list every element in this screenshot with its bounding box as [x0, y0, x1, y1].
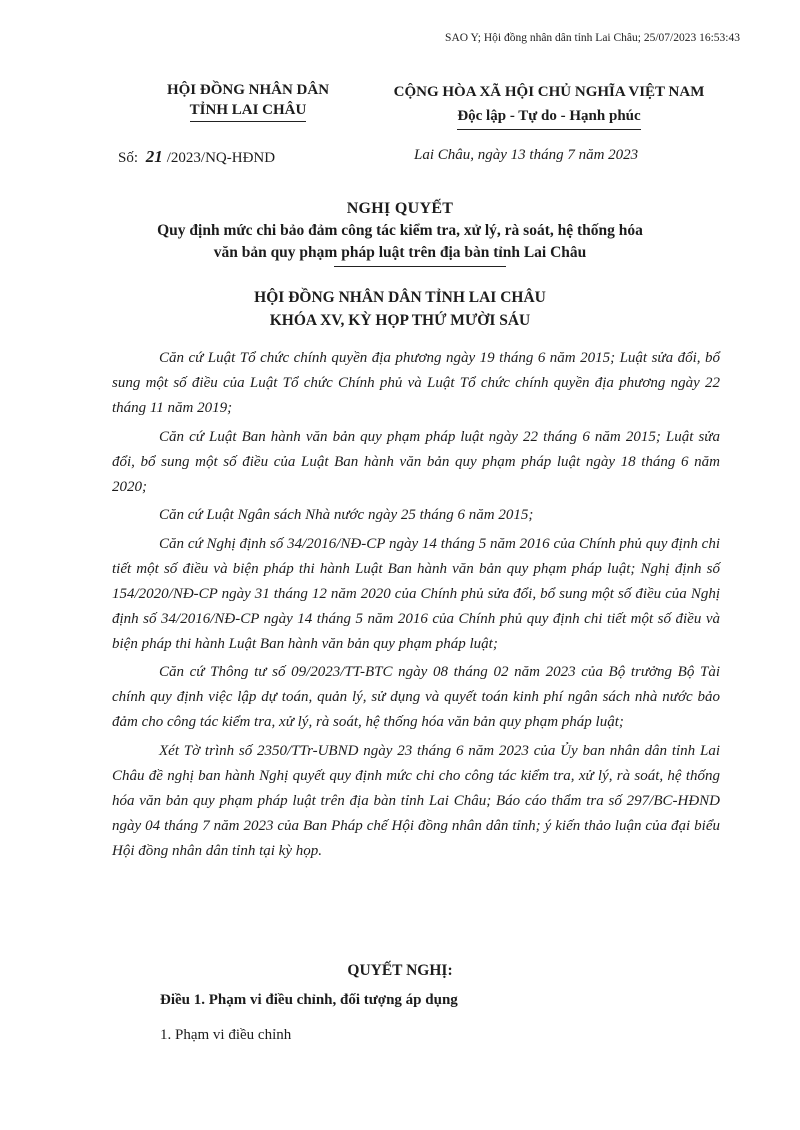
- doc-number-prefix: Số:: [118, 150, 139, 166]
- doc-number-handwritten: 21: [145, 147, 163, 166]
- issuing-authority: [118, 80, 378, 122]
- title-subtitle-1: Quy định mức chi bảo đảm công tác kiểm tra, xử lý, rà soát, hệ thống hóa: [157, 222, 643, 239]
- preamble: [112, 346, 720, 867]
- preamble-paragraph: Căn cứ Thông tư số 09/2023/TT-BTC ngày 08 tháng 02 năm 2023 của Bộ trưởng Bộ Tài chính quy định việc lập dự toán, quản lý, sử dụng và quyết toán kinh phí ngân sách nhà nước bảo đảm cho công tác kiểm tra, xử lý, rà soát, hệ thống hóa văn bản quy phạm pháp luật;: [112, 664, 720, 730]
- clause-1-heading: 1. Phạm vi điều chỉnh: [160, 1027, 292, 1043]
- preamble-paragraph: Xét Tờ trình số 2350/TTr-UBND ngày 23 tháng 6 năm 2023 của Ủy ban nhân dân tỉnh Lai Châu đề nghị ban hành Nghị quyết quy định mức chi cho công tác kiểm tra, xử lý, rà soát, hệ thống hóa văn bản quy phạm pháp luật trên địa bàn tỉnh Lai Châu; Báo cáo thẩm tra số 297/BC-HĐND ngày 04 tháng 7 năm 2023 của Ban Pháp chế Hội đồng nhân dân tỉnh; ý kiến thảo luận của đại biểu Hội đồng nhân dân tỉnh tại kỳ họp.: [112, 742, 720, 859]
- council-session: KHÓA XV, KỲ HỌP THỨ MƯỜI SÁU: [269, 312, 531, 329]
- council-heading: [0, 286, 800, 332]
- council-name: HỘI ĐỒNG NHÂN DÂN TỈNH LAI CHÂU: [254, 289, 546, 306]
- preamble-paragraph: Căn cứ Luật Ngân sách Nhà nước ngày 25 tháng 6 năm 2015;: [159, 507, 534, 523]
- issue-date: Lai Châu, ngày 13 tháng 7 năm 2023: [414, 147, 639, 163]
- title-underline: [334, 266, 506, 267]
- preamble-paragraph: Căn cứ Luật Ban hành văn bản quy phạm pháp luật ngày 22 tháng 6 năm 2015; Luật sửa đổi, bổ sung một số điều của Luật Ban hành văn bản quy phạm pháp luật ngày 18 tháng 6 năm 2020;: [112, 428, 720, 495]
- document-title: [0, 198, 800, 267]
- preamble-paragraph: Căn cứ Luật Tổ chức chính quyền địa phương ngày 19 tháng 6 năm 2015; Luật sửa đổi, bổ sung một số điều của Luật Tổ chức Chính phủ và Luật Tổ chức chính quyền địa phương ngày 22 tháng 11 năm 2019;: [112, 350, 720, 416]
- title-main: NGHỊ QUYẾT: [346, 200, 454, 217]
- decision-heading: QUYẾT NGHỊ:: [347, 962, 453, 979]
- motto: Độc lập - Tự do - Hạnh phúc: [457, 104, 640, 130]
- document-number: [118, 147, 275, 167]
- authority-line-1: HỘI ĐỒNG NHÂN DÂN: [166, 82, 330, 98]
- preamble-paragraph: Căn cứ Nghị định số 34/2016/NĐ-CP ngày 14 tháng 5 năm 2016 của Chính phủ quy định chi tiết một số điều và biện pháp thi hành Luật Ban hành văn bản quy phạm pháp luật; Nghị định số 154/2020/NĐ-CP ngày 31 tháng 12 năm 2020 của Chính phủ sửa đổi, bổ sung một số điều của Nghị định số 34/2016/NĐ-CP ngày 14 tháng 5 năm 2016 của Chính phủ quy định chi tiết một số điều và biện pháp thi hành Luật Ban hành văn bản quy phạm pháp luật;: [112, 535, 720, 652]
- country-name: CỘNG HÒA XÃ HỘI CHỦ NGHĨA VIỆT NAM: [393, 84, 705, 100]
- digital-copy-stamp: SAO Y; Hội đồng nhân dân tỉnh Lai Châu; 25/07/2023 16:53:43: [445, 32, 740, 44]
- doc-number-suffix: /2023/NQ-HĐND: [166, 150, 276, 166]
- authority-line-2: TỈNH LAI CHÂU: [190, 100, 307, 122]
- article-1-heading: Điều 1. Phạm vi điều chỉnh, đối tượng áp dụng: [160, 992, 458, 1008]
- title-subtitle-2: văn bản quy phạm pháp luật trên địa bàn tỉnh Lai Châu: [213, 244, 587, 261]
- national-motto: [352, 80, 746, 130]
